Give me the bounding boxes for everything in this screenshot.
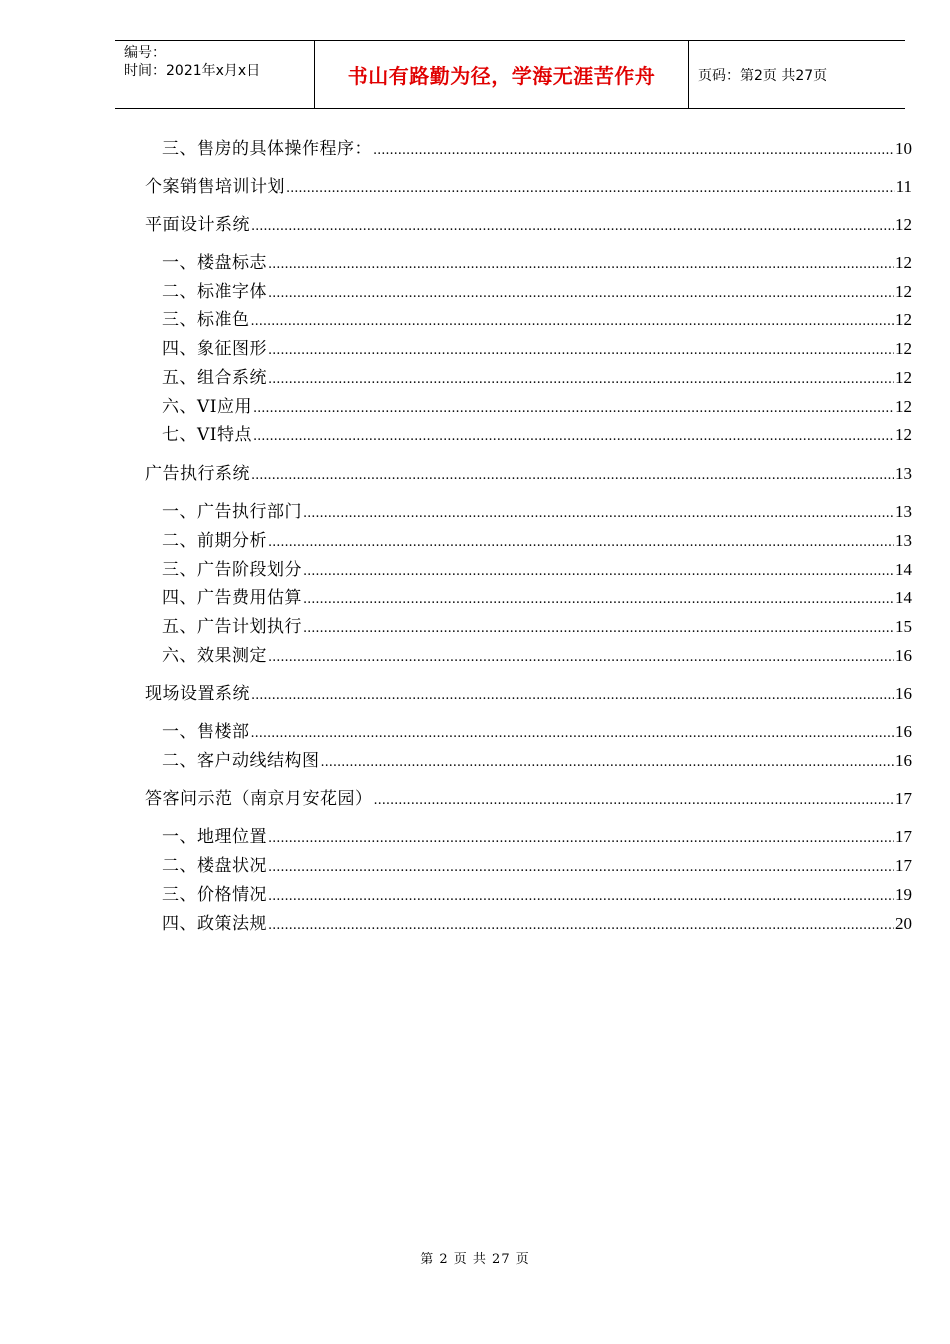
toc-entry-title: 答客问示范（南京月安花园）: [145, 789, 373, 809]
toc-dot-leader: [251, 216, 894, 238]
toc-entry-page: 17: [895, 827, 912, 846]
toc-entry-page: 20: [895, 914, 912, 933]
toc-entry-page: 12: [895, 215, 912, 234]
toc-entry-title: 二、客户动线结构图: [162, 751, 320, 771]
toc-dot-leader: [268, 647, 894, 669]
toc-dot-leader: [268, 369, 894, 391]
toc-dot-leader: [374, 790, 895, 812]
toc-entry[interactable]: [145, 683, 912, 707]
toc-dot-leader: [303, 561, 894, 583]
toc-entry-title: 七、VI特点: [162, 425, 252, 445]
toc-dot-leader: [268, 915, 894, 937]
header-motto: 书山有路勤为径，学海无涯苦作舟: [315, 41, 689, 108]
toc-entry-page: 17: [895, 789, 912, 808]
header-page-info: 页码：第2页 共27页: [698, 67, 828, 84]
toc-entry-title: 五、组合系统: [162, 368, 267, 388]
toc-entry-page: 16: [895, 684, 912, 703]
toc-entry-title: 三、售房的具体操作程序：: [162, 139, 372, 159]
toc-entry-page: 16: [895, 646, 912, 665]
toc-entry[interactable]: [162, 367, 912, 391]
toc-entry[interactable]: [162, 281, 912, 305]
toc-entry-page: 16: [895, 722, 912, 741]
toc-dot-leader: [303, 503, 894, 525]
toc-entry[interactable]: [162, 501, 912, 525]
toc-dot-leader: [286, 178, 895, 200]
toc-entry-title: 四、象征图形: [162, 339, 267, 359]
toc-entry-title: 一、楼盘标志: [162, 253, 267, 273]
toc-entry-page: 13: [895, 464, 912, 483]
toc-entry[interactable]: [162, 396, 912, 420]
toc-entry-title: 一、售楼部: [162, 722, 250, 742]
toc-dot-leader: [373, 140, 894, 162]
toc-dot-leader: [251, 723, 895, 745]
toc-entry-page: 12: [895, 339, 912, 358]
toc-dot-leader: [268, 283, 894, 305]
toc-entry[interactable]: [162, 424, 912, 448]
toc-entry[interactable]: [145, 176, 912, 200]
toc-entry-title: 广告执行系统: [145, 464, 250, 484]
toc-entry[interactable]: [162, 826, 912, 850]
toc-entry-title: 四、政策法规: [162, 914, 267, 934]
toc-entry[interactable]: [145, 463, 912, 487]
toc-entry[interactable]: [162, 884, 912, 908]
toc-dot-leader: [321, 752, 895, 774]
toc-entry-page: 11: [895, 177, 912, 196]
toc-entry-page: 17: [895, 856, 912, 875]
toc-entry-title: 一、地理位置: [162, 827, 267, 847]
toc-dot-leader: [251, 465, 894, 487]
toc-entry-page: 14: [895, 560, 912, 579]
toc-entry-page: 12: [895, 397, 912, 416]
toc-entry-title: 三、标准色: [162, 310, 250, 330]
toc-entry[interactable]: [162, 587, 912, 611]
toc-entry-title: 二、前期分析: [162, 531, 267, 551]
toc-entry-title: 一、广告执行部门: [162, 502, 302, 522]
toc-entry[interactable]: [162, 855, 912, 879]
toc-entry-title: 个案销售培训计划: [145, 177, 285, 197]
toc-entry[interactable]: [162, 645, 912, 669]
toc-dot-leader: [303, 589, 894, 611]
toc-entry-title: 二、楼盘状况: [162, 856, 267, 876]
toc-entry-page: 14: [895, 588, 912, 607]
toc-entry[interactable]: [162, 338, 912, 362]
header-meta: [115, 41, 315, 108]
toc-dot-leader: [268, 857, 894, 879]
toc-entry-page: 10: [895, 139, 912, 158]
toc-dot-leader: [268, 254, 894, 276]
toc-entry-page: 12: [895, 282, 912, 301]
toc-entry[interactable]: [162, 138, 912, 162]
toc-dot-leader: [253, 398, 894, 420]
toc-entry-page: 15: [895, 617, 912, 636]
toc-dot-leader: [253, 426, 894, 448]
toc-dot-leader: [268, 340, 894, 362]
toc-entry-title: 平面设计系统: [145, 215, 250, 235]
toc-entry-page: 13: [895, 531, 912, 550]
toc-entry-page: 13: [895, 502, 912, 521]
page-footer: 第 2 页 共 27 页: [420, 1252, 530, 1267]
document-number-label: 编号：: [124, 45, 166, 61]
toc-entry[interactable]: [162, 913, 912, 937]
toc-entry-title: 二、标准字体: [162, 282, 267, 302]
toc-entry-page: 19: [895, 885, 912, 904]
toc-entry-page: 12: [895, 310, 912, 329]
toc-entry-page: 12: [895, 368, 912, 387]
toc-dot-leader: [303, 618, 894, 640]
toc-entry[interactable]: [162, 252, 912, 276]
toc-dot-leader: [251, 685, 894, 707]
toc-entry-page: 12: [895, 425, 912, 444]
toc-entry-title: 三、广告阶段划分: [162, 560, 302, 580]
toc-entry[interactable]: [145, 788, 912, 812]
toc-entry[interactable]: [162, 750, 912, 774]
toc-dot-leader: [251, 311, 895, 333]
toc-entry[interactable]: [162, 530, 912, 554]
toc-entry[interactable]: [145, 214, 912, 238]
toc-entry[interactable]: [162, 721, 912, 745]
document-time-label: 时间：2021年x月x日: [124, 63, 261, 79]
toc-entry-title: 三、价格情况: [162, 885, 267, 905]
toc-entry[interactable]: [162, 309, 912, 333]
toc-entry-title: 五、广告计划执行: [162, 617, 302, 637]
toc-entry[interactable]: [162, 616, 912, 640]
toc-entry-page: 16: [895, 751, 912, 770]
page-header: [115, 40, 905, 109]
toc-dot-leader: [268, 532, 894, 554]
toc-entry-title: 现场设置系统: [145, 684, 250, 704]
toc-dot-leader: [268, 828, 894, 850]
toc-entry[interactable]: [162, 559, 912, 583]
toc-dot-leader: [268, 886, 894, 908]
toc-entry-page: 12: [895, 253, 912, 272]
toc-entry-title: 六、VI应用: [162, 397, 252, 417]
toc-entry-title: 六、效果测定: [162, 646, 267, 666]
toc-entry-title: 四、广告费用估算: [162, 588, 302, 608]
